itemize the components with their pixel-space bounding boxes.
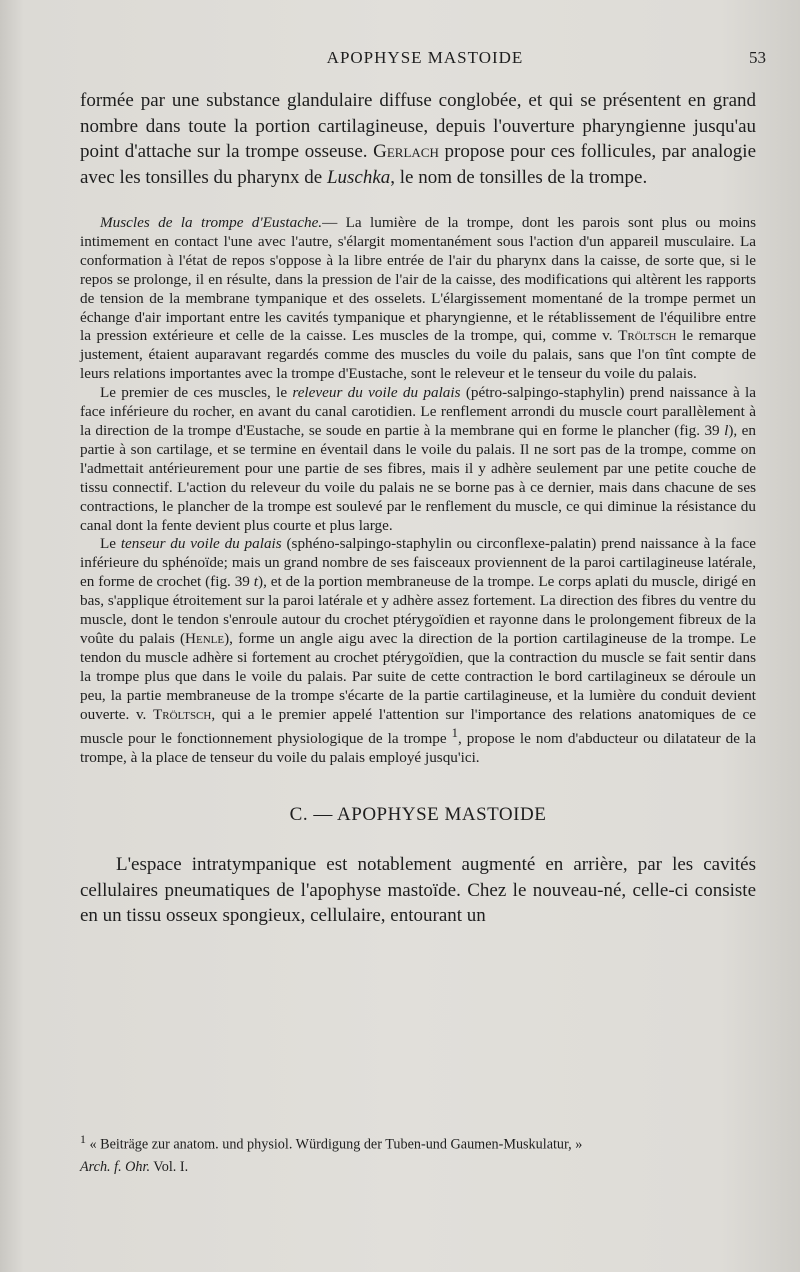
journal-name: Arch. f. Ohr. (80, 1158, 151, 1175)
paragraph-releveur (80, 384, 756, 535)
text: (sphéno-salpingo-staphylin ou circonflexe-palatin) prend naissance à la face inférieure du sphénoïde; mais un grand nombre de ses faisceaux proviennent de la paroi cartilagineuse latérale, en forme de crochet (fig. 39 (80, 535, 756, 591)
text: , qui a le premier appelé l'attention sur l'importance des relations anatomiques de ce muscle pour le fonctionnement physiologique de la trompe (80, 705, 756, 748)
text: le remarque justement, étaient auparavant regardés comme des muscles du voile du palais, sans que l'on tînt compte de leurs relations importantes avec la trompe d'Eustache, sont le releveur et le tenseur du voile du palais. (80, 327, 756, 383)
paragraph-mastoide: L'espace intratympanique est notablement augmenté en arrière, par les cavités cellulaires pneumatiques de l'apophyse mastoïde. Chez le nouveau-né, celle-ci consiste en un tissu osseux spongieux, cellulaire, entourant un (80, 854, 756, 927)
footnote-text (80, 1128, 756, 1178)
text: propose pour ces follicules, par analogie avec les tonsilles du pharynx de (80, 141, 756, 188)
text: formée par une substance glandulaire diffuse conglobée, et qui se présentent en grand nombre dans toute la portion cartilagineuse, depuis l'ouverture pharyngienne jusqu'au point d'attache sur la trompe osseuse. (80, 90, 756, 162)
spacer (80, 190, 756, 214)
text: ), forme un angle aigu avec la direction de la portion cartilagineuse de la trompe. Le tendon du muscle adhère si fortement au crochet ptérygoïdien, que la contraction du muscle se fait sentir dans la trompe plus que dans le voile du palais. Par suite de cette contraction le bord cartilagineux se déroule un peu, la partie membraneuse de la trompe s'écarte de la partie cartilagineuse, et la lumière du conduit devient ouverte. v. (80, 629, 756, 723)
text: , propose le nom d'abducteur ou dilatateur de la trompe, à la place de tenseur du voile du palais employé jusqu'ici. (80, 730, 756, 767)
text: Le premier de ces muscles, le (100, 384, 293, 402)
footnote (80, 1128, 756, 1178)
text: « Beiträge zur anatom. und physiol. Würdigung der Tuben-und Gaumen-Muskulatur, » (85, 1136, 583, 1153)
paragraph-muscles (80, 214, 756, 384)
text: , le nom de tonsilles de la trompe. (390, 166, 648, 188)
footnote-reference[interactable]: 1 (451, 726, 458, 741)
section-heading: C. — APOPHYSE MASTOIDE (289, 804, 547, 826)
paragraph-lead: Muscles de la trompe d'Eustache. (100, 214, 323, 231)
author-name: Gerlach (373, 141, 439, 162)
text: (pétro-salpingo-staphylin) prend naissance à la face inférieure du rocher, en avant du canal carotidien. Le renflement arrondi du muscle court parallèlement à la direction de la trompe d'Eustache, se soude en partie à la membrane qui en forme le plancher (fig. 39 (80, 384, 756, 439)
paragraph-continuation (80, 88, 756, 190)
figure-letter: t (253, 573, 259, 591)
paragraph-tenseur (80, 535, 756, 768)
text: Le (100, 535, 121, 553)
author-name: Tröltsch (152, 705, 212, 723)
author-name: Henle (185, 629, 225, 647)
page-number: 53 (749, 48, 766, 67)
author-name: Luschka (326, 166, 391, 188)
text: — La lumière de la trompe, dont les parois sont plus ou moins intimement en contact l'une avec l'autre, s'élargit momentanément sous l'action d'un appareil musculaire. La conformation à l'état de repos s'oppose à la libre entrée de l'air du pharynx dans la caisse, de sorte que, si le repos se prolonge, il en résulte, dans la pression de l'air de la caisse, des modifications qui altèrent les rapports de tension de la membrane tympanique et des osselets. L'élargissement momentané de la trompe permet un échange d'air important entre les cavités tympanique et pharyngienne, et le rétablissement de l'équilibre entre la pression extérieure et celle de la caisse. Les muscles de la trompe, qui, comme v. (80, 214, 756, 345)
running-header (80, 48, 770, 74)
figure-letter: l (724, 421, 729, 439)
author-name: Tröltsch (618, 327, 677, 345)
text: Vol. I. (150, 1158, 189, 1175)
text: ), et de la portion membraneuse de la trompe. Le corps aplati du muscle, dirigé en bas, s'applique étroitement sur la paroi latérale et y adhère assez fortement. La direction des fibres du ventre du muscle, dont le tendon s'enroule autour du crochet ptérygoïdien et rayonne dans le prolongement fibreux de la voûte du palais ( (80, 573, 756, 647)
page-body (80, 88, 756, 929)
running-title: APOPHYSE MASTOIDE (326, 48, 524, 67)
term: tenseur du voile du palais (120, 535, 282, 553)
footnote-marker: 1 (80, 1132, 86, 1146)
text: ), en partie à son cartilage, et se termine en éventail dans le voile du palais. Il ne sort pas de la trompe, comme on l'admettait antérieurement pour une partie de ses fibres, mais il y adhère seulement par une petite couche de tissu connectif. L'action du releveur du voile du palais ne se borne pas à ce dernier, mais dans chacune de ses contractions, le plancher de la trompe est soulevé par le renflement du muscle, ce qui diminue la résistance du canal dont la fente devient plus courte et plus large. (80, 421, 756, 534)
term: releveur du voile du palais (292, 384, 461, 402)
